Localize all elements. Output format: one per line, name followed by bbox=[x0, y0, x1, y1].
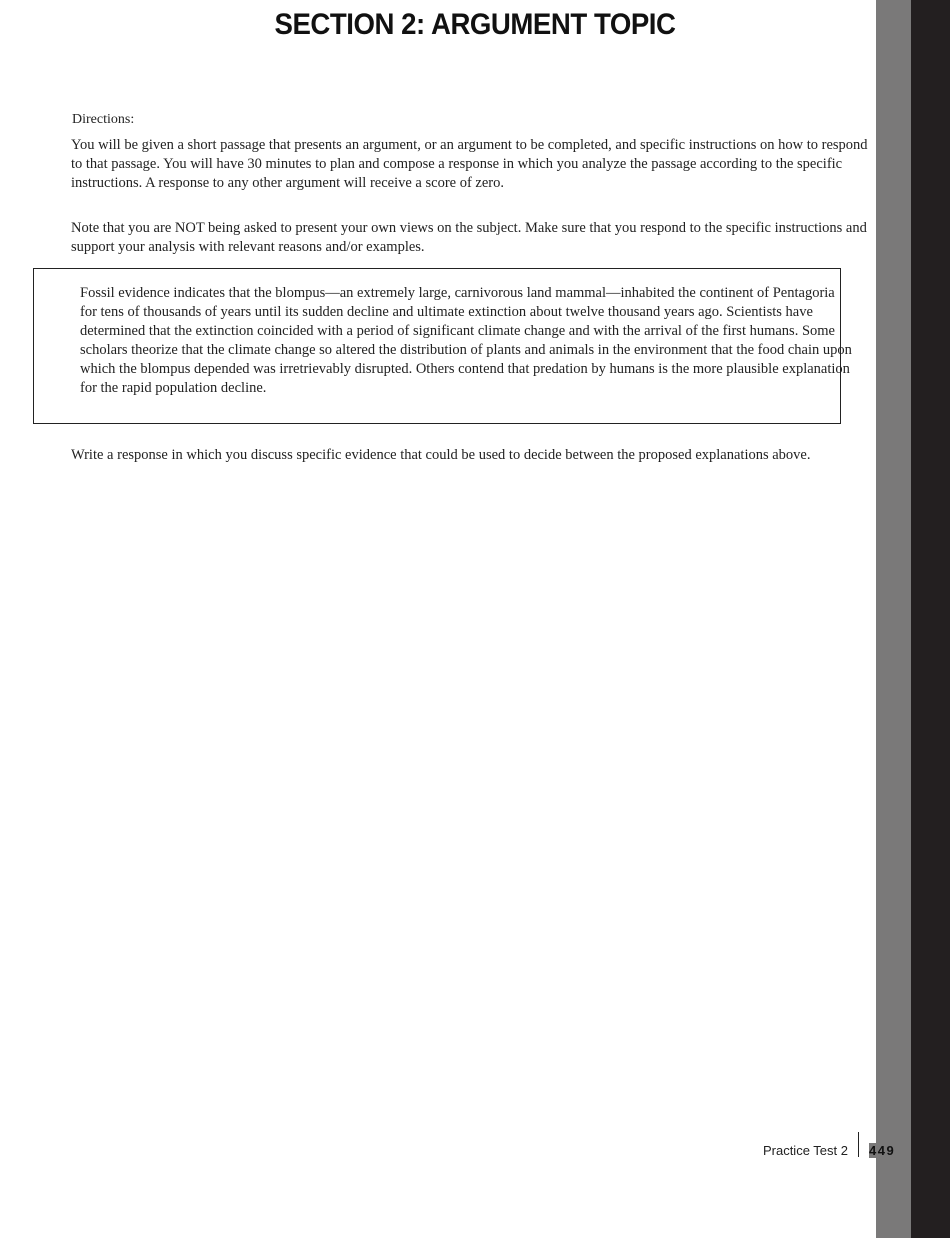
footer-divider bbox=[858, 1132, 859, 1157]
directions-paragraph-2: Note that you are NOT being asked to present your own views on the subject. Make sure that you respond to the specific instructions and support your analysis with relevant reasons and/or examples. bbox=[71, 220, 867, 255]
argument-passage: Fossil evidence indicates that the blompus—an extremely large, carnivorous land mammal—inhabited the continent of Pentagoria for tens of thousands of years until its sudden decline and ultimate extinction about twelve thousand years ago. Scientists have determined that the extinction coincided with a period of significant climate change and with the arrival of the first humans. Some scholars theorize that the climate change so altered the distribution of plants and animals in the environment that the food chain upon which the blompus depended was irretrievably disrupted. Others contend that predation by humans is the more plausible explanation for the rapid population decline. bbox=[80, 285, 852, 396]
directions-paragraph-1: You will be given a short passage that presents an argument, or an argument to be completed, and specific instructions on how to respond to that passage. You will have 30 minutes to plan and compose a response in which you analyze the passage according to the specific instructions. A response to any other argument will receive a score of zero. bbox=[71, 137, 868, 191]
page-number: 449 bbox=[869, 1143, 896, 1158]
page-edge-bar-dark bbox=[911, 0, 950, 1238]
page-title: SECTION 2: ARGUMENT TOPIC bbox=[274, 8, 676, 41]
footer-label: Practice Test 2 bbox=[762, 1143, 848, 1158]
task-prompt: Write a response in which you discuss specific evidence that could be used to decide between the proposed explanations above. bbox=[71, 447, 811, 463]
directions-label: Directions: bbox=[72, 112, 135, 127]
page-edge-bar-light bbox=[876, 0, 911, 1238]
